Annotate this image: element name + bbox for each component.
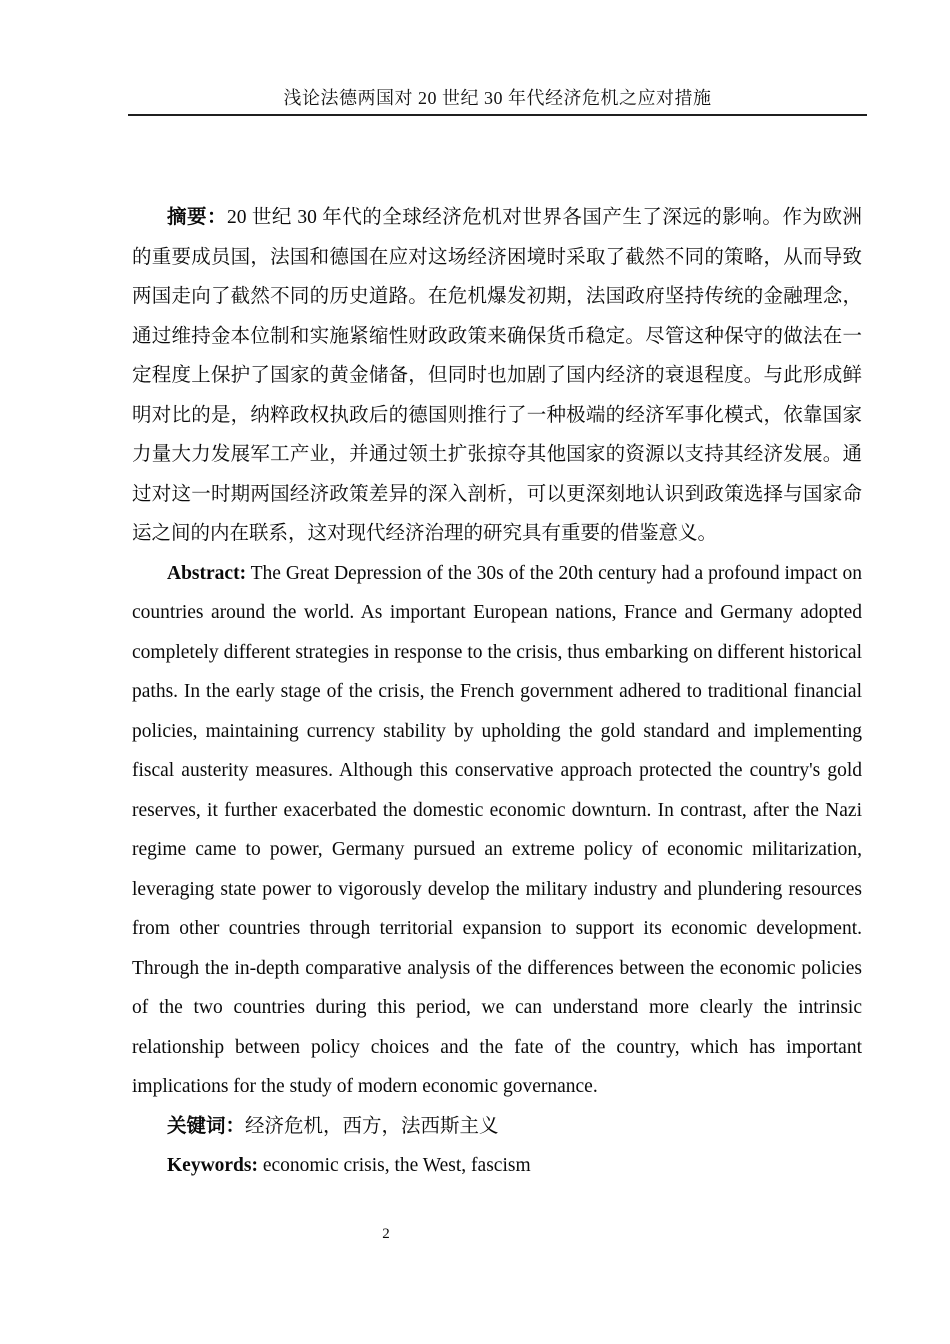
abstract-en-text: The Great Depression of the 30s of the 20th century had a profound impact on countries around the world. As important European nations, France and Germany adopted completely different strategies in response to the crisis, thus embarking on different historical paths. In the early stage of the crisis, the French government adhered to traditional financial policies, maintaining currency stability by upholding the gold standard and implementing fiscal austerity measures. Although this conservative approach protected the country's gold reserves, it further exacerbated the domestic economic downturn. In contrast, after the Nazi regime came to power, Germany pursued an extreme policy of economic militarization, leveraging state power to vigorously develop the military industry and plundering resources from other countries through territorial expansion to support its economic development. Through the in-depth comparative analysis of the differences between the economic policies of the two countries during this period, we can understand more clearly the intrinsic relationship between policy choices and the fate of the country, which has important implications for the study of modern economic governance.: [132, 562, 862, 1097]
keywords-en-label: Keywords:: [167, 1155, 258, 1176]
abstract-cn-paragraph: [132, 198, 862, 554]
keywords-cn-line: [132, 1107, 862, 1147]
abstract-cn-label: 摘要：: [167, 206, 228, 228]
page-header: [128, 88, 867, 116]
abstract-cn-text: 20 世纪 30 年代的全球经济危机对世界各国产生了深远的影响。作为欧洲的重要成员国，法国和德国在应对这场经济困境时采取了截然不同的策略，从而导致两国走向了截然不同的历史道路。在危机爆发初期，法国政府坚持传统的金融理念，通过维持金本位制和实施紧缩性财政政策来确保货币稳定。尽管这种保守的做法在一定程度上保护了国家的黄金储备，但同时也加剧了国内经济的衰退程度。与此形成鲜明对比的是，纳粹政权执政后的德国则推行了一种极端的经济军事化模式，依靠国家力量大力发展军工产业，并通过领土扩张掠夺其他国家的资源以支持其经济发展。通过对这一时期两国经济政策差异的深入剖析，可以更深刻地认识到政策选择与国家命运之间的内在联系，这对现代经济治理的研究具有重要的借鉴意义。: [132, 207, 862, 544]
header-title: 浅论法德两国对 20 世纪 30 年代经济危机之应对措施: [283, 88, 712, 108]
abstract-en-paragraph: [132, 554, 862, 1107]
page-content: [132, 198, 862, 1186]
keywords-en-line: [132, 1146, 862, 1186]
keywords-cn-text: 经济危机，西方，法西斯主义: [245, 1115, 499, 1137]
keywords-cn-label: 关键词：: [167, 1114, 246, 1137]
page-number: 2: [382, 1226, 390, 1242]
keywords-en-text: economic crisis, the West, fascism: [258, 1155, 531, 1176]
abstract-en-label: Abstract:: [167, 562, 247, 584]
